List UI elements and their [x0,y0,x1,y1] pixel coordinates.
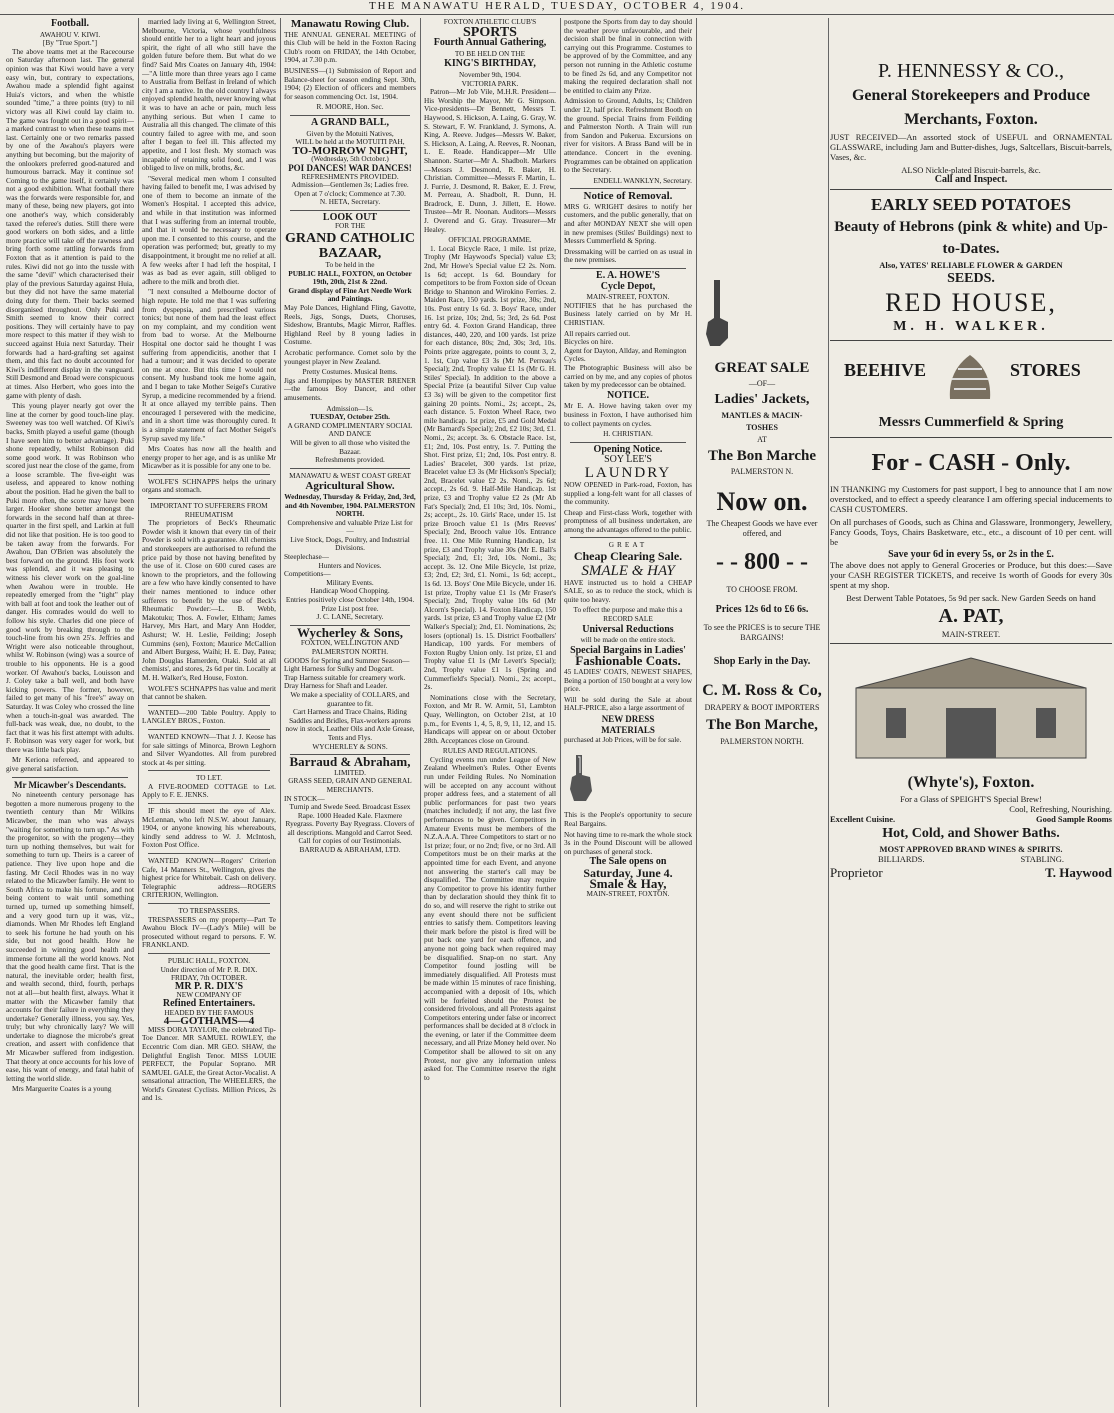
coates-para-3: "I next consulted a Melbourne doctor of high repute. He told me that I was suffering from dyspepsia, and prescribed various tonics; but none of them had the least effect on my complaint, and my condition went from bad to worse. At the Melbourne Hospital one doctor said he thought I was suffering from appendicitis, another that I had a tumour; and it was decided to operate on me at once. But this time I would not consent. My husband took me home again, and I began to take Mother Seigel's Curative Syrup, a medicine recommended by a friend. It at once allayed my terrible pains. Then encouraged I persevered with the medicine, and in a short time was thoroughly cured. It is a simple statement of fact Mother Seigel's Syrup saved my life." [142,287,276,443]
bonmarche-importers: DRAPERY & BOOT IMPORTERS [704,703,820,712]
show-entries: Entries positively close October 14th, 1904. [285,595,415,605]
hotel-stabling: STABLING. [1020,854,1064,864]
criterion-ad: WANTED KNOWN—Rogers' Criterion Cafe, 14 Manners St., Wellington, gives the highest price for Whitebait. Cash on delivery. Telegraphic address—ROGERS CRITERION, Wellington. [142,856,276,900]
dix-entertainers: Refined Entertainers. [162,997,256,1009]
barraud-merchants: GRASS SEED, GRAIN AND GENERAL MERCHANTS. [288,776,412,794]
pat-street: MAIN-STREET. [941,629,1001,639]
hennessy-inspect: Call and Inspect. [934,174,1008,185]
sports-officers: Patron—Mr Job Vile, M.H.R. President—His Worship the Mayor, Mr G. Simpson. Vice-presidents—Dr Bennett, Messrs T. Haywood, S. Hickson, A. Laing, G. Gray, W. S. Stewart, F. W. Frankland, J. Symons, A. King, A. Reeve. Judges—Messrs W. Baker, S. Hickson, A. Laing, A. Reeves, R. Noonan, L. E. Reade. Handicapper—Mr Ulle Shannon. Starter—Mr A. Shadbolt. Markers—Messrs J. Desmond, R. Baker, H. Christian. Committee—Messrs F. Martin, L. J. Furrie, J. Desmond, R. Baker, E. J. Frew, M. Perreau, A. Shadbolt, R. Dunn, H. Bradrock, E. Dunn, J. Jillett, E. Howe. Trustee—Mr R. Noonan. Auditors—Messrs J. Overend and G. Gray. Treasurer—Mr Healey. [424,87,556,234]
christian-title: NOTICE. [607,389,649,401]
ball-sig: N. HETA, Secretary. [319,197,381,207]
ball-day: (Wednesday, 5th October.) [311,154,389,164]
sports-held: TO BE HELD ON THE [454,48,526,58]
sale-record: To effect the purpose and make this a RECORD SALE [573,605,683,624]
walker-yates: Also, YATES' RELIABLE FLOWER & GARDEN [879,260,1063,270]
sports-admission: Admission to Ground, Adults, 1s; Children under 12, half price. Refreshment Booth on the ground. Special Trains from Feilding and Palmerston North. A Train will run from Sandon and Pukerua. Excursions on river for visitors. A Brass Band will be in attendance. Concert in the evening. Programmes can be obtained on application to the Secretary. [564,96,692,175]
pat-potatoes: Best Derwent Table Potatoes, 5s 9d per sack. New Garden Seeds on hand [846,593,1096,603]
bonmarche-cheapest: The Cheapest Goods we have ever offered, and [706,519,818,538]
rowing-title: Manawatu Rowing Club. [290,18,410,30]
sale-discount: Not having time to re-mark the whole stock 3s in the Pound Discount will be allowed on purchases of general stock. [564,829,692,856]
wycherley-light: Light Harness for Sulky and Dogcart. [284,664,394,674]
barraud-sig: BARRAUD & ABRAHAM, LTD. [299,845,401,855]
rowing-business: BUSINESS—(1) Submission of Report and Balance-sheet for season ending Sept. 30th, 1904; (2) Election of officers and members for season commencing Oct. 1st, 1904. [284,65,416,101]
bonmarche-800: - - 800 - - [716,549,808,575]
laundry-opened: NOW OPENED in Park-road, Foxton, has supplied a long-felt want for all classes of the community. [564,479,692,507]
removal-title: Notice of Removal. [583,190,673,203]
ball-refresh: REFRESHMENTS PROVIDED. [301,171,399,181]
coates-para-2: "Several medical men whom I consulted having failed to benefit me, I was advised by one of them to become an inmate of the Women's Hospital. I accepted this advice, and while in that institution was informed that I was suffering from an internal trouble, and that it would be necessary to operate upon me. I consented to this course, and the operation was performed; but, greatly to my disappointment, it brought me no relief at all. A few weeks after I had left the hospital, I was as bad as ever again, still obliged to adhere to the milk and broth diet. [142,173,276,286]
hennessy-received: JUST RECEIVED—An assorted stock of USEFUL and ORNAMENTAL GLASSWARE, including Jam and Butter-dishes, Jugs, Saltcellars, Biscuit-barrels, Vases, &c. [830,132,1112,162]
football-para-1: The above teams met at the Racecourse on Saturday afternoon last. The general opinion was that Kiwi would have a very easy win, but, contrary to expectations, Awahou made a splendid fight against Huia's victors, and when the whistle sounded "time," a three points (try) to nil victory was all Kiwi could lay claim to. The game was fought out in a good spirit—a marked contrast to when these teams met last. Certainly one or two remarks passed by one of the Awahou's players were anything but becoming, but the majority of the onlookers preferred good-natured and humourous barrack. May it continue so! Coming to the game itself, it certainly was not a good exhibition. What football there was the forwards were responsible for, and many of these, being new players, got into one another's way, which considerably taxed the referee's duties. Still there were good workers on both sides, and a little more practice will take off the rawness and bring forth some rattling forwards from Foxton that as it attention is paid to the rules. Kiwi did not go into the tussle with the same "devil" which characterised their play of the previous Saturday against Huia, but they did not have the same material doing duty for them. Their backs seemed disorganised throughout. Only Puki and Smith seemed to know their correct positions. They will certainly have to pay more respect to this matter if they wish to succeed against Huia next Saturday. Their forwards had a hard-grafting set against them, and this fact no doubt accounted for Kiwi's indifferent display in the vanguard. Still Desmond and Broad were conspicuous at times. Also Herbert, who goes into the game with plenty of dash. [6,46,134,400]
bonmarche-of: —OF— [748,379,776,388]
coates-para-4: Mrs Coates has now all the health and energy proper to her age, and is as unlike Mr Micawber as it is possible for any one to be. [142,444,276,471]
ball-when: TO-MORROW NIGHT, [292,144,408,157]
pat-cash: For - CASH - Only. [871,450,1071,476]
laundry-owner: SOY LEE'S [604,454,652,466]
hotel-features [830,814,1112,824]
hotel-rooms: Good Sample Rooms [1035,814,1112,824]
bonmarche-choose: TO CHOOSE FROM. [726,585,798,594]
programme-nominations: Nominations close with the Secretary, Foxton, and Mr R. W. Armit, 51, Lambton Quay, Wellington, on October 21st, at 10 p.m., for Events 1, 4, 5, 8, 9, 11, 12, and 15. Handicaps will appear on or about October 28th. Acceptances close on Ground. [424,692,556,745]
barraud-instock: IN STOCK— [284,793,325,803]
walker-varieties: Beauty of Hebrons (pink & white) and Up-to-Dates. [834,219,1108,257]
beehive-owners: Messrs Cummerfield & Spring [878,415,1064,430]
hotel-illustration-icon [836,648,1106,768]
sale-half-price: Will be sold during the Sale at about HALF-PRICE, also a large assortment of [564,694,692,713]
column-3 [284,18,416,1409]
ball-admission: Admission—Gentlemen 3s; Ladies free. [291,180,409,190]
to-let-title: TO LET. [195,773,223,783]
programme-title: OFFICIAL PROGRAMME. [448,235,532,245]
column-5 [564,18,692,1409]
bonmarche-jackets: Ladies' Jackets, [714,392,810,407]
hotel-refreshing: Cool, Refreshing, Nourishing. [1009,804,1112,814]
ball-title: A GRAND BALL, [310,116,390,128]
howe-street: MAIN-STREET, FOXTON. [586,292,670,302]
dix-company: NEW COMPANY OF [176,990,242,1000]
howe-repairs: All repairs carried out. [564,328,631,338]
howe-notifies: NOTIFIES that he has purchased the Business lately carried on by Mr H. CHRISTIAN. [564,300,692,327]
column-2 [142,18,276,1409]
removal-dressmaking: Dressmaking will be carried on as usual in the new premises. [564,246,692,265]
mclennan-ad: IF this should meet the eye of Alex. McLennan, who left N.S.W. about January, 1904, or anyone knowing his whereabouts, kindly send address to W. J. McIntosh, Foxton Post Office. [142,806,276,850]
howe-depot: Cycle Depot, [600,280,656,292]
schnapps-ad-2: WOLFE'S SCHNAPPS has value and merit that cannot be shaken. [142,683,276,702]
show-wood: Handicap Wood Chopping. [310,586,390,596]
dix-headed: HEADED BY THE FAMOUS [164,1007,254,1017]
hotel-baths: Hot, Cold, and Shower Baths. [882,826,1060,841]
hennessy-title: P. HENNESSY & CO., [878,60,1064,82]
bonmarche-prices: Prices 12s 6d to £6 6s. [715,604,809,615]
ball-open: Open at 7 o'clock; Commence at 7.30. [294,188,406,198]
dix-name: MR P. R. DIX'S [174,980,244,992]
sale-coats: Fashionable Coats. [575,653,681,669]
bonmarche-name-2: The Bon Marche, [706,717,818,733]
bazaar-dates: PUBLIC HALL, FOXTON, on October 19th, 20th, 21st & 22nd. [288,268,412,287]
christian-notice: Mr E. A. Howe having taken over my business in Foxton, I have authorised him to collect payments on cycles. [564,401,692,428]
bazaar-title: GRAND CATHOLIC BAZAAR, [284,231,416,262]
pat-tickets: The above does not apply to General Groceries or Produce, but this does:—Save your CASH REGISTER TICKETS, and receive 1s worth of Goods for every 30s spent at my shop. [830,560,1112,590]
sale-opens: The Sale opens on [589,856,667,868]
page-header: THE MANAWATU HERALD, TUESDAY, OCTOBER 4, 1904. [0,0,1114,15]
bazaar-lookout: LOOK OUT [322,211,378,223]
hennessy-nickle: ALSO Nickle-plated Biscuit-barrels, &c. [901,165,1041,175]
bonmarche-mantles: MANTLES & MACIN- [721,411,803,420]
football-byline: [By "True Sport."] [42,38,98,48]
hotel-wines: MOST APPROVED BRAND WINES & SPIRITS. [879,844,1063,854]
micawber-title: Mr Micawber's Descendants. [13,779,127,790]
rules-continued: postpone the Sports from day to day should the weather prove unfavourable, and their decision shall be final in connection with carrying out this Programme. Costumes to be approved of by the Committee, and any person not running in the Athletic costume to be fined 2s 6d, and any Competitor not making the required declaration shall not be entitled to claim any Prize. [564,18,692,95]
bonmarche-name: The Bon Marche [707,448,817,464]
trespassers-ad: TRESPASSERS on my property—Part Te Awahou Block IV—(Lady's Mile) will be prosecuted without regard to persons. F. W. FRANKLAND. [142,914,276,950]
show-title: Agricultural Show. [305,480,395,493]
sale-firm: SMALE & HAY [581,562,675,579]
bazaar-display: Grand display of Fine Art Needle Work and Paintings. [288,285,412,304]
column-1 [6,18,134,1409]
beehive-banner [830,349,1112,405]
christian-sig: H. CHRISTIAN. [603,429,653,439]
pointing-hand-icon [564,753,598,803]
sale-bargains: Special Bargains in Ladies' [570,644,686,656]
sale-sig-street: MAIN-STREET, FOXTON. [586,889,670,899]
dix-hall: PUBLIC HALL, FOXTON. [167,955,251,965]
bonmarche-pn: PALMERSTON NORTH. [720,737,804,746]
stores-word: STORES [1010,360,1081,380]
howe-title: E. A. HOWE'S [596,270,660,282]
show-prize: Comprehensive and valuable Prize List for— [287,517,413,536]
micawber-para-2: Mrs Marguerite Coates is a young [12,1084,112,1094]
sale-sig-firm: Smale & Hay, [589,875,667,891]
bazaar-dances: May Pole Dances, Highland Fling, Gavotte, Reels, Jigs, Songs, Duets, Choruses, Sideshow, Brantubs, Magic Mirror, Raffles. Highland Reel by 8 young ladies in Costume. [284,303,416,347]
sale-reductions: Universal Reductions [582,623,674,635]
dix-performers: MISS DORA TAYLOR, the celebrated Tip-Toe Dancer. MR SAMUEL ROWLEY, the Eccentric Com dian. MR GEO. SHAW, the Delightful English Tenor. MISS LOUIE PERFECT, the Popular Soprano. MR SAMUEL GALE, the Great Actor-Vocalist. A sensational attraction, The WHEELERS, the World's Greatest Cyclists. Million Prices, 2s and 1s. [142,1024,276,1103]
walker-red-house: RED HOUSE, [885,288,1057,317]
sports-gathering: Fourth Annual Gathering, [433,37,547,49]
laundry-work: Cheap and First-class Work, together with promptness of all business undertaken, are among the advantages offered to the public. [564,507,692,534]
show-military: Military Events. [326,577,374,587]
bazaar-acrobatic: Acrobatic performance. Cornet solo by the youngest player in New Zealand. [284,348,416,366]
rheumatism-title: IMPORTANT TO SUFFERERS FROM RHEUMATISM [150,501,268,519]
sittings-ad: WANTED KNOWN—That J. J. Keose has for sale sittings of Minorca, Brown Leghorn and Silver Wyandottes. All from purebred stock at 4s per sitting. [142,731,276,767]
ball-dances: POI DANCES! WAR DANCES! [288,162,412,173]
hotel-title: (Whyte's), Foxton. [907,774,1035,791]
sale-date: Saturday, June 4. [583,865,673,880]
show-org: MANAWATU & WEST COAST GREAT [289,470,411,480]
wycherley-sig: WYCHERLEY & SONS. [312,741,388,751]
schnapps-ad-1: WOLFE'S SCHNAPPS helps the urinary organs and stomach. [142,476,276,495]
bonmarche-see: To see the PRICES is to secure THE BARGAINS! [703,623,821,642]
sale-great: GREAT [608,540,648,550]
dix-direction: Under direction of Mr P. R. DIX. [160,964,258,974]
sale-instructed: HAVE instructed us to hold a CHEAP SALE, so as to reduce the stock, which is quite too heavy. [564,577,692,604]
bazaar-jigs: Jigs and Hornpipes by MASTER BRENER—the famous Boy Dancer, and other amusements. [284,375,416,402]
bonmarche-town: PALMERSTON N. [730,467,794,476]
football-para-2: This young player nearly got over the line at the corner by good touch-line play. Sweeney was too well watched. Of Kiwi's backs, Smith played a useful game (though I have seen him to better advantage). Puki shone repeatedly, whilst Robinson did some good work. It was Robinson who scored just near the close of the game, from a loose scramble. The five-eight was useless, and appeared to know nothing about the position. Had he given the ball to Puki more often, the score may have been larger. Hooker shone better amongst the forwards in the second half than at three-quarter in the first spell, and Larkin at full did not like that position. He is too good to be taken away from the forwards. For Awahou, Dan O'Brien was absolutely the best forward on the ground. His foot work was splendid, and it was pleasing to witness his clever work on the goal-line when Awahou were in trouble. He repeatedly emerged from the "tight" play with ball at foot and took the leather out of danger. His comrades would do well to follow his style. Charles did one piece of good work by breaking through to the touch-line from his own 25's. Jeffries and Wright were also noticeable throughout, whilst W. Robinson (wing) was a source of trouble to his opponents. He is a good worker. Of Awahou's backs, Louisson and J. Coley take a ball well, and both have kicking powers. The former, however, failed to get many of his "free's" away on Saturday. It was Coley who crossed the line when a touch-in-goal was awarded. The full-back was weak, due, no doubt, to the fact that it was his first attempt with adults. F. Robinson was very eager for work, but there was little back play. [6,401,134,754]
rheumatism-ad: The proprietors of Beck's Rheumatic Powder wish it known that every tin of their Powder is sold with a guarantee. All chemists and storekeepers are authorised to refund the price paid by those not having benefited by the use of it. Close on 600 cured cases are known to the proprietors, and the following are a few who have kindly consented to have their names mentioned to induce other sufferers to benefit by the use of Beck's Rheumatic Powder:—L. B. Webb, Makotuku; Thos. A. Fowler, Eltham; James Harvey, Mrs Hart, and Mary Ann Hodder, Ashurst; W. H. Leslie, Feilding; Joseph Cummins (sen), Foxton; Maurice McCallion and Albert Burgess, Waihi; H. E. Day, Patea; John Douglas Hamerden, Otaki. Sold at all chemists', and stores, 2s 6d per tin. Locally at M. H. Walker's, Red House, Foxton. [142,518,276,682]
hotel-cuisine: Excellent Cuisine. [830,814,896,824]
sports-title: SPORTS [463,24,517,40]
sale-opportunity: This is the People's opportunity to secure Real Bargains. [564,810,692,828]
bazaar-tuesday: TUESDAY, October 25th. [309,412,390,422]
rules-title: RULES AND REGULATIONS. [442,746,538,756]
bonmarche-ross: C. M. Ross & Co, [702,682,822,699]
wycherley-cart: Cart Harness and Trace Chains, Riding Saddles and Bridles, Flax-workers aprons now in stock, Leather Oils and Axle Grease, Tents and Flys. [285,707,415,742]
hotel-proprietor: Proprietor [830,865,883,880]
hotel-owner: T. Haywood [1045,865,1112,880]
football-title: Football. [50,18,90,29]
sale-entire: will be made on the entire stock. [580,635,676,645]
sports-secretary: ENDELL WANKLYN, Secretary. [593,175,692,185]
rowing-sig: R. MOORE, Hon. Sec. [316,102,384,112]
wycherley-goods: GOODS for Spring and Summer Season— [284,655,410,665]
bonmarche-toshes: TOSHES [746,423,778,432]
barraud-list: Turnip and Swede Seed. Broadcast Essex Rape. 1000 Headed Kale. Flaxmere Ryegrass. Poverty Bay Ryegrass. Clovers of all descriptions. Mangold and Carrot Seed. Call for copies of our Testimonials. [285,802,415,846]
football-subtitle: AWAHOU V. KIWI. [39,29,101,39]
to-let-ad: A FIVE-ROOMED COTTAGE to Let. Apply to F. E. JENKS. [142,781,276,800]
bonmarche-early: Shop Early in the Day. [713,656,811,667]
howe-hire: Bicycles on hire. [564,337,614,347]
programme-events: 1. Local Bicycle Race, 1 mile. 1st prize, Trophy (Mr Haywood's Special) value £3; 2nd, Mr Howe's Special value £2 2s. Nom. 1s 6d; accept. 1s 6d. Boundary for competitors to be from Foxton side of Ocean Bridge to Shannon and Wirokino Ferries. 2. Maiden Race, 150 yards. 1st prize, 30s; 2nd, 10s. Post entry 1s 6d. 3. Boys' Race, under 16. 1st prize, 10s; 2nd, 5s; 3rd, 2s 6d. Post entry 6d. 4. Foxton Grand Handicap, three distances, 440, 220, and 100 yards. 1st prize for each distance, 80s; 2nd, 30s; 3rd, 10s. Points prize aggregate, points to count 3, 2, 1. 1st, Cup value £3 3s (Mr M. Perreau's Special); 2nd, Trophy value £1 1s (Mr G. H. Stiles' Special). In addition to the above a Special Prize (a beautiful Silver Cup value £3 3s) will be given to the competitor first gaining 20 points. Nomi., 2s; accept., 2s, each distance. 5. Foxton Wheel Race, two mile handicap. 1st prize, £5 and Gold Medal (Mr Barnard's Special); 2nd, £2 10s; 3rd, £1. Nomi., 2s; accept. 3s. 6. Obstacle Race. 1st, £1; 2nd, 10s. Post entry, 1s. 7. Putting the Shot. First prize, £1; 2nd, 10s. Post entry. 8. Ladies' Bracelet, 300 yards. 1st prize, Bracelet value £3 3s (Mr Hickson's Special); 2nd, Bracelet value £2 2s. Nomi., 2s 6d; accept., 2s 6d. 9. Half-Mile Handicap. 1st prize, £3 and Trophy value £2 2s (Mr Ab Fat's Special); 2nd, £1 10s; 3rd, 10s. Nomi., 2s; accept., 2s. 10. Girls' Race, under 15. 1st prize Brooch value £1 1s (Mrs Reeves' Special); 2nd, Brooch value 10s. Entrance free. 11. One Mile Running Handicap, 1st prize, £3 and Trophy value 30s (Mr E. Ball's Special); 2nd, £1; 3rd, 10s. Nomi., 3s; accept. 3s. 12. One Mile Bicycle, 1st prize, £3; 2nd, £2; 3rd, £1. Nomi., 1s 6d; accept., 1s 6d. 13. Boys' One Mile Bicycle, under 16. 1st prize, Trophy value £1 1s (Mr Fraser's Special); 2nd, Trophy value 10s 6d (Mr Alcorn's Special). 14. Foxton Handicap, 150 yards. 1st prize, £3 and Trophy value £2 (Mr Walker's Special); 2nd, £1. Nominations, 2s; losers (optional) 1s. 15. District Footballers' Handicap, 100 yards. For members of Foxton Rugby Union only. 1st prize, £1 and Trophy value £1 1s (Mr Levett's Special); 2nd, Trophy value £1 1s (Spring and Cummerfield's Special). Nomi., 2s; accept., 2s. [424,243,556,692]
ball-given: Given by the Motuiti Natives, [306,128,394,138]
hotel-speights: For a Glass of SPEIGHT'S Special Brew! [900,794,1042,804]
column-7 [830,18,1112,1409]
removal-notice: MRS G. WRIGHT desires to notify her customers, and the public generally, that on and after MONDAY NEXT she will open in new premises (Stiles' Buildings) next to Messrs Cummerfield & Spring. [564,201,692,246]
beehive-word: BEEHIVE [844,360,927,380]
howe-agent: Agent for Dayton, Allday, and Remington Cycles. [564,345,687,364]
hotel-extras [830,854,1112,864]
dix-date: FRIDAY, 7th OCTOBER. [170,973,248,983]
ball-where: WILL be held at the MOTUITI PAH, [295,137,405,147]
walker-seeds: SEEDS. [947,271,995,286]
barraud-title: Barraud & Abraham, [289,754,411,770]
rowing-notice: THE ANNUAL GENERAL MEETING of this Club will be held in the Foxton Racing Club's room on FRIDAY, the 14th October, 1904, at 7.30 p.m. [284,29,416,65]
bazaar-given: Will be given to all those who visited the Bazaar. [290,437,410,456]
howe-photo: The Photographic Business will also be carried on by me, and any copies of photos taken by my predecessor can be obtained. [564,362,692,390]
hotel-proprietor-line [830,864,1112,882]
pat-name: A. PAT, [938,605,1004,627]
dix-gothams: 4—GOTHAMS—4 [163,1015,255,1028]
sports-park: VICTORIA PARK. [461,78,519,88]
bonmarche-sale: GREAT SALE [714,360,810,376]
sports-date: November 9th, 1904. [458,69,521,79]
laundry-notice-title: Opening Notice. [593,443,663,455]
pointing-hand-icon [700,278,734,348]
sale-ladies-coats: 45 LADIES' COATS, NEWEST SHAPES, Being a portion of 150 bought at a very low price. [564,667,692,694]
bazaar-refresh: Refreshments provided. [315,455,385,465]
bazaar-held: To be held in the [325,260,375,270]
trespassers-title: TO TRESPASSERS. [178,906,240,915]
sports-club: FOXTON ATHLETIC CLUB'S [443,18,537,26]
show-sig: J. C. LANE, Secretary. [316,612,384,622]
bazaar-costumes: Pretty Costumes. Musical Items. [302,367,398,377]
pat-save: Save your 6d in every 5s, or 2s in the £. [888,549,1054,560]
walker-potatoes: EARLY SEED POTATOES [871,195,1071,214]
bonmarche-at: AT [757,435,767,444]
barraud-limited: LIMITED. [334,767,366,777]
wycherley-dray: Dray Harness for Shaft and Leader. [284,681,388,691]
beehive-icon [942,351,998,401]
bazaar-for: FOR THE [334,221,366,231]
bazaar-social: A GRAND COMPLIMENTARY SOCIAL AND DANCE [287,420,413,439]
show-dates: Wednesday, Thursday & Friday, 2nd, 3rd, and 4th November, 1904. PALMERSTON NORTH. [284,491,416,519]
column-4 [424,18,556,1409]
wycherley-trap: Trap Harness suitable for creamery work. [284,672,406,682]
laundry-title: LAUNDRY [584,464,672,481]
bazaar-admission: Admission—1s. [326,403,374,413]
show-comps: Competitions— [284,569,331,579]
rules-text: Cycling events run under League of New Zealand Wheelmen's Rules. Other Events run under Feilding Rules. No Nomination will be accepted on any account without proper address fees, and a statement of all public performances for past two years (matches included); if not any, the last five performances to be given. Competitors in Amateur Events must be members of the N.Z.A.A.A. Three Competitors to start or no 1st prize; four, or no 2nd; five, or no 3rd. All Competitors must be on their marks at the appointed time for each Event, and anyone not answering the starter's call may be disqualified. The Committee may require any Competitor to prove his identity further than by declaration should they think fit to do so, and will reserve the right to strike out any event should there not be sufficient entries to satisfy them. Competitors leaving their mark before the pistol is fired will be put back one yard for each offence, and anyone not going back when required may be disqualified. Snap-on no start. Any Competitor found jostling will be immediately disqualified. All Protests must be made within 15 minutes of race finishing, accompanied with a deposit of 10s, which will be forfeited should the Protest be considered frivolous, and all Protests against Competitors entering under false or incorrect performances shall be decided at 8 o'clock in the evening, or later if the Committee deem necessary, and all Prize Money held over. No Competitor shall be allowed to sit on any Protest, nor give any information unless asked for. The Committee reserve the right to [424,754,556,1082]
poultry-ad: WANTED—200 Table Poultry. Apply to LANGLEY BROS., Foxton. [142,707,276,726]
walker-name: M. H. WALKER. [893,319,1049,334]
hennessy-sub: General Storekeepers and Produce Merchants, Foxton. [851,87,1091,128]
wycherley-places: FOXTON, WELLINGTON AND PALMERSTON NORTH. [300,638,400,656]
sports-kings: KING'S BIRTHDAY, [444,58,536,70]
coates-para-1: married lady living at 6, Wellington Street, Melbourne, Victoria, whose youthfulness should entitle her to a light heart and joyous spirit, the right of all who still have the golden future before them. But what do we find? Said Mrs Coates on January 4th, 1904:—"A little more than three years ago I came to Australia from Belfast in Ireland of which city I am a native. In the old country I always enjoyed splendid health, never knowing what it was to have an ache or pain, much less anything serious. But when I came to Australia all this changed. The climate of this country failed to agree with me, and soon after I began to feel ill. This affected my appetite, and I lost flesh. My stomach was incapable of retaining solid food, and I was obliged to live on milk, broths, &c. [142,18,276,173]
show-steeple: Steeplechase— [284,552,329,562]
wycherley-collars: We make a speciality of COLLARS, and guarantee to fit. [290,689,410,708]
sale-dress: NEW DRESS [601,713,655,724]
sale-materials: MATERIALS [601,724,655,735]
column-6 [700,18,824,1409]
micawber-para-1: No nineteenth century personage has begotten a more numerous progeny to the twentieth century than Mr Wilkins Micawber, the man who was always "waiting for something to turn up." As with the progenitor, so with the progeny—they turn up nothing themselves, but wait for something to turn up. Theirs is a career of patience. They live upon hope and die fasting. Mr Cecil Rhodes was in no way related to the Micawber family. He went to South Africa to make his fortune, and not being content to wait until something turned up, turned up something himself, and a very good turn up it was, viz., diamonds. When Mr Rhodes left England to seek his fortune he had youth on his side, but not good health. How he succeeded in winning good health and immense fortune all the world knows. Not that the good health came first. That is the natural, the inevitable order; health first, and wealth second, third, fourth, perhaps not at all—but health first, always. What it matter with the Micawber family that accounts for their failure in everything they undertake? Generally illness, you say. Yes, truly; but why chronically lazy? We will undertake to diagnose the microbe's great creation, and assert with confidence that Mr Micawber suffered from indigestion. That theory at once accounts for his love of ease, his want of energy, and fatal habit of letting the world slide. [6,790,134,1083]
sale-job: purchased at Job Prices, will be for sale. [564,735,682,745]
bonmarche-now-on: Now on. [716,487,808,516]
pat-discount: On all purchases of Goods, such as China and Glassware, Ironmongery, Jewellery, Fancy Goods, Toys, Chairs Basketware, etc., etc., a discount of 10 per cent. will be [830,517,1112,547]
sale-title: Cheap Clearing Sale. [573,549,683,564]
hotel-billiards: BILLIARDS. [878,854,925,864]
show-stock: Live Stock, Dogs, Poultry, and Industrial Divisions. [290,534,410,553]
show-list: Prize List post free. [321,603,379,613]
show-hunters: Hunters and Novices. [318,560,382,570]
wycherley-title: Wycherley & Sons, [296,624,404,640]
pat-thanking: IN THANKING my Customers for past support, I beg to announce that I am now overstocked, and to effect a speedy clearance I am offering special inducements to CASH CUSTOMERS. [830,484,1112,514]
football-para-3: Mr Keriona refereed, and appeared to give general satisfaction. [6,755,134,774]
